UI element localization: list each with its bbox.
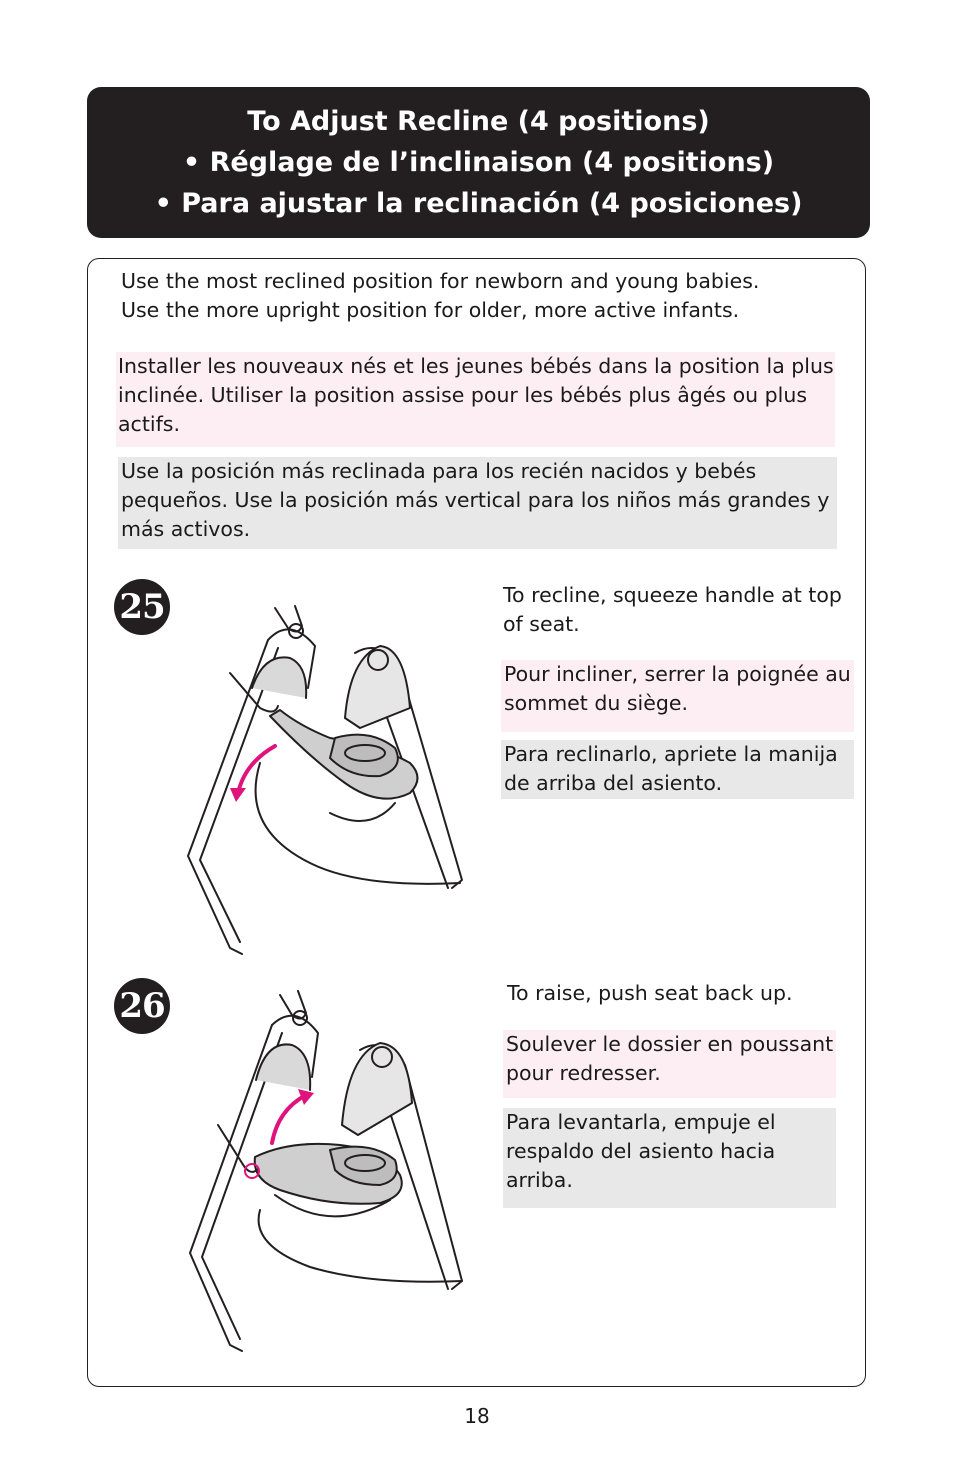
intro-en bbox=[121, 267, 841, 325]
section-header bbox=[87, 87, 870, 238]
header-title-en: To Adjust Recline (4 positions) bbox=[247, 106, 710, 137]
intro-en-line1: Use the most reclined position for newborn and young babies. bbox=[121, 269, 760, 293]
step-26-es: Para levantarla, empuje el respaldo del asiento hacia arriba. bbox=[506, 1110, 776, 1192]
header-title-es: • Para ajustar la reclinación (4 posiciones) bbox=[154, 188, 803, 219]
intro-en-line2: Use the more upright position for older, more active infants. bbox=[121, 298, 740, 322]
step-26-badge: 26 bbox=[114, 978, 170, 1034]
step-25-badge: 25 bbox=[114, 579, 170, 635]
step-25-en: To recline, squeeze handle at top of seat. bbox=[503, 583, 842, 636]
step-25-es: Para reclinarlo, apriete la manija de arriba del asiento. bbox=[504, 742, 838, 795]
intro-fr-text: Installer les nouveaux nés et les jeunes bébés dans la position la plus inclinée. Utiliser la position assise pour les bébés plus âgés ou plus actifs. bbox=[118, 354, 834, 436]
step-26-es-box bbox=[503, 1108, 836, 1208]
step-25-fr-box bbox=[501, 660, 854, 732]
swing-recline-illustration bbox=[180, 598, 470, 960]
step-26-fr-box bbox=[503, 1030, 836, 1098]
swing-raise-illustration bbox=[180, 985, 470, 1363]
step-26-fr: Soulever le dossier en poussant pour redresser. bbox=[506, 1032, 834, 1085]
intro-es-box bbox=[118, 457, 837, 549]
intro-fr-box bbox=[116, 352, 835, 447]
page-number: 18 bbox=[464, 1404, 490, 1428]
header-title-fr: • Réglage de l’inclinaison (4 positions) bbox=[182, 147, 775, 178]
step-25-es-box bbox=[501, 740, 854, 799]
intro-es-text: Use la posición más reclinada para los recién nacidos y bebés pequeños. Use la posición más vertical para los niños más grandes y más activos. bbox=[121, 459, 830, 541]
step-25-fr: Pour incliner, serrer la poignée au sommet du siège. bbox=[504, 662, 851, 715]
step-26-en: To raise, push seat back up. bbox=[507, 981, 793, 1005]
